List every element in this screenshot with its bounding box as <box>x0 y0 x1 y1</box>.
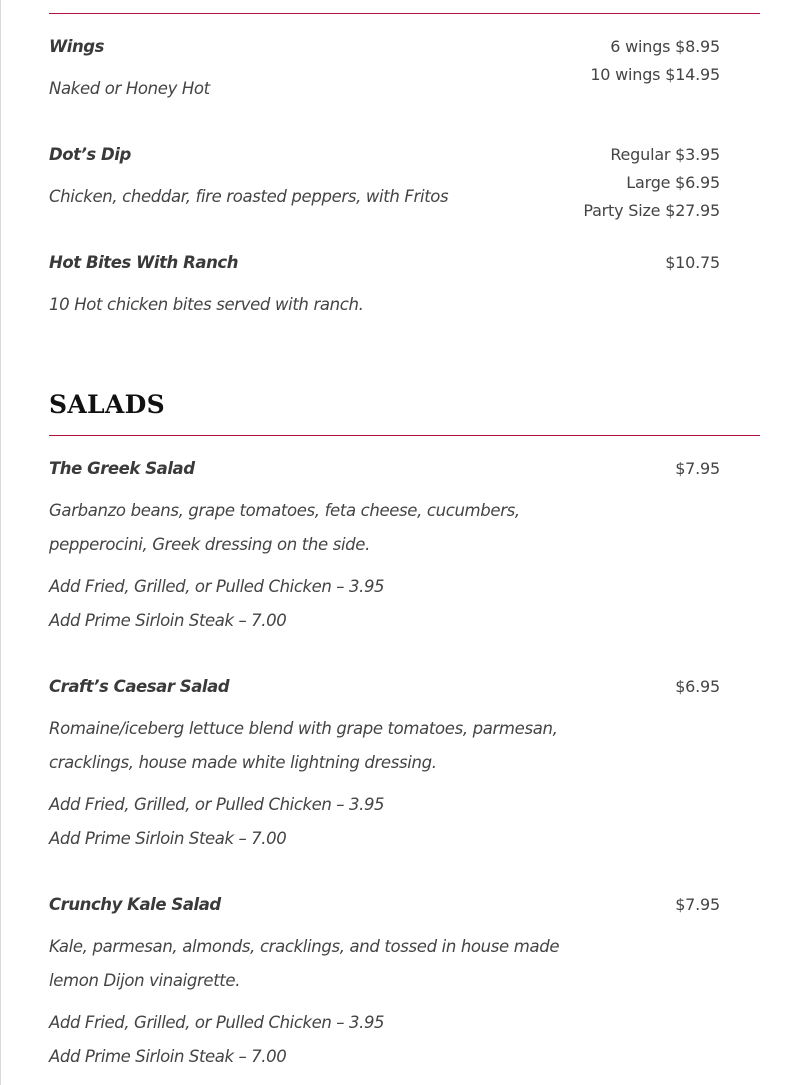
salads-section-divider <box>49 435 760 436</box>
item-name: Craft’s Caesar Salad <box>49 677 230 696</box>
item-prices <box>675 891 720 919</box>
item-description-line: Chicken, cheddar, fire roasted peppers, with Fritos <box>49 187 449 206</box>
item-name: Dot’s Dip <box>49 145 131 164</box>
item-name: Wings <box>49 37 104 56</box>
item-description <box>49 494 549 562</box>
item-name: The Greek Salad <box>49 459 195 478</box>
item-description <box>49 930 560 998</box>
item-description-line: Romaine/iceberg lettuce blend with grape tomatoes, parmesan, <box>49 719 558 738</box>
item-description <box>49 72 549 106</box>
item-prices <box>675 673 720 701</box>
price-line: Regular $3.95 <box>610 145 720 164</box>
item-description-line: 10 Hot chicken bites served with ranch. <box>49 295 364 314</box>
item-description <box>49 288 549 322</box>
item-description <box>49 180 549 214</box>
price-line: $7.95 <box>675 895 720 914</box>
price-line: $7.95 <box>675 459 720 478</box>
price-line: 6 wings $8.95 <box>610 37 720 56</box>
item-description-line: pepperocini, Greek dressing on the side. <box>49 535 370 554</box>
item-description-line: Kale, parmesan, almonds, cracklings, and tossed in house made <box>49 937 560 956</box>
item-addon-steak: Add Prime Sirloin Steak – 7.00 <box>49 611 287 630</box>
item-description-line: lemon Dijon vinaigrette. <box>49 971 241 990</box>
item-prices <box>665 249 720 277</box>
item-description-line: cracklings, house made white lightning dressing. <box>49 753 437 772</box>
item-name: Crunchy Kale Salad <box>49 895 221 914</box>
price-line: $6.95 <box>675 677 720 696</box>
item-addon-chicken: Add Fried, Grilled, or Pulled Chicken – 3.95 <box>49 577 385 596</box>
item-addon-chicken: Add Fried, Grilled, or Pulled Chicken – 3.95 <box>49 795 385 814</box>
item-prices <box>675 455 720 483</box>
item-addon-chicken: Add Fried, Grilled, or Pulled Chicken – 3.95 <box>49 1013 385 1032</box>
price-line: 10 wings $14.95 <box>590 65 720 84</box>
price-line: $10.75 <box>665 253 720 272</box>
item-description-line: Naked or Honey Hot <box>49 79 210 98</box>
appetizers-section-divider <box>49 13 760 14</box>
item-description-line: Garbanzo beans, grape tomatoes, feta cheese, cucumbers, <box>49 501 520 520</box>
item-prices <box>583 141 720 225</box>
item-description <box>49 712 558 780</box>
item-addon-steak: Add Prime Sirloin Steak – 7.00 <box>49 1047 287 1066</box>
price-line: Party Size $27.95 <box>583 201 720 220</box>
price-line: Large $6.95 <box>626 173 720 192</box>
section-heading-salads: SALADS <box>49 390 165 419</box>
item-name: Hot Bites With Ranch <box>49 253 239 272</box>
page-left-border <box>0 0 1 1085</box>
item-prices <box>590 33 720 89</box>
item-addon-steak: Add Prime Sirloin Steak – 7.00 <box>49 829 287 848</box>
